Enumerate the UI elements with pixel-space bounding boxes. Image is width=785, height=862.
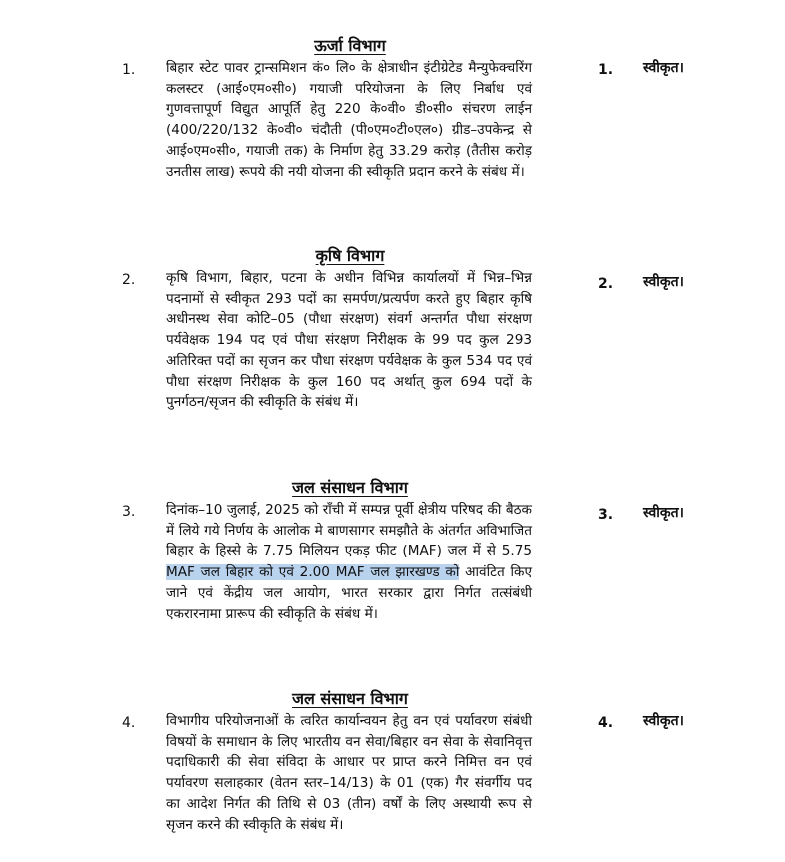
item-description [166,500,532,624]
decision-status: स्वीकृत। [643,274,684,290]
department-heading: कृषि विभाग [315,246,385,265]
item-serial: 2. [122,272,136,288]
item-serial: 3. [122,504,136,520]
item-serial: 1. [122,62,136,78]
decision-serial: 4. [598,715,614,731]
item-serial: 4. [122,715,136,731]
decision-status: स्वीकृत। [643,60,684,76]
department-heading: ऊर्जा विभाग [314,36,386,55]
decision-serial: 2. [598,276,614,292]
department-heading: जल संसाधन विभाग [292,478,408,497]
department-heading: जल संसाधन विभाग [292,689,408,708]
decision-status: स्वीकृत। [643,505,684,521]
decision-serial: 3. [598,507,614,523]
highlighted-text: MAF जल बिहार को एवं 2.00 MAF जल झारखण्ड को [166,564,460,581]
decision-status: स्वीकृत। [643,713,684,729]
item-description: कृषि विभाग, बिहार, पटना के अधीन विभिन्न कार्यालयों में भिन्न–भिन्न पदनामों से स्वीकृत 293 पदों का समर्पण/प्रत्यर्पण करते हुए बिहार कृषि अधीनस्थ सेवा कोटि–05 (पौधा संरक्षण) संवर्ग अन्तर्गत पौधा संरक्षण पर्यवेक्षक 194 पद एवं पौधा संरक्षण निरीक्षक के 99 पद कुल 293 अतिरिक्त पदों का सृजन कर पौधा संरक्षण पर्यवेक्षक के कुल 534 पद एवं पौधा संरक्षण निरीक्षक के कुल 160 पद अर्थात् कुल 694 पदों के पुनर्गठन/सृजन की स्वीकृति के संबंध में। [166,270,532,411]
item-description: बिहार स्टेट पावर ट्रान्समिशन कं० लि० के क्षेत्राधीन इंटीग्रेटेड मैन्युफेक्चरिंग कलस्टर (आई०एम०सी०) गयाजी परियोजना के लिए निर्बाध एवं गुणवत्तापूर्ण विद्युत आपूर्ति हेतु 220 के०वी० डी०सी० संचरण लाईन (400/220/132 के०वी० चंदौती (पी०एम०टी०एल०) ग्रीड–उपकेन्द्र से आई०एम०सी०, गयाजी तक) के निर्माण हेतु 33.29 करोड़ (तैतीस करोड़ उनतीस लाख) रूपये की नयी योजना की स्वीकृति प्रदान करने के संबंध में। [166,60,532,180]
decision-serial: 1. [598,62,614,78]
description-part: आवंटित किए जाने एवं केंद्रीय जल आयोग, भारत सरकार द्वारा निर्गत तत्संबंधी एकरारनामा प्रारूप की स्वीकृति के संबंध में। [166,564,532,622]
description-part: दिनांक–10 जुलाई, 2025 को राँची में सम्पन्न पूर्वी क्षेत्रीय परिषद की बैठक में लिये गये निर्णय के आलोक मे बाणसागर समझौते के अंतर्गत अविभाजित बिहार के हिस्से के 7.75 मिलियन एकड़ फीट (MAF) जल में से 5.75 [166,502,532,560]
item-description: विभागीय परियोजनाओं के त्वरित कार्यान्वयन हेतु वन एवं पर्यावरण संबंधी विषयों के समाधान के लिए भारतीय वन सेवा/बिहार वन सेवा के सेवानिवृत्त पदाधिकारी की सेवा संविदा के आधार पर प्राप्त करने निमित्त वन एवं पर्यावरण सलाहकार (वेतन स्तर–14/13) के 01 (एक) गैर संवर्गीय पद का आदेश निर्गत की तिथि से 03 (तीन) वर्षों के लिए अस्थायी रूप से सृजन करने की स्वीकृति के संबंध में। [166,713,532,833]
